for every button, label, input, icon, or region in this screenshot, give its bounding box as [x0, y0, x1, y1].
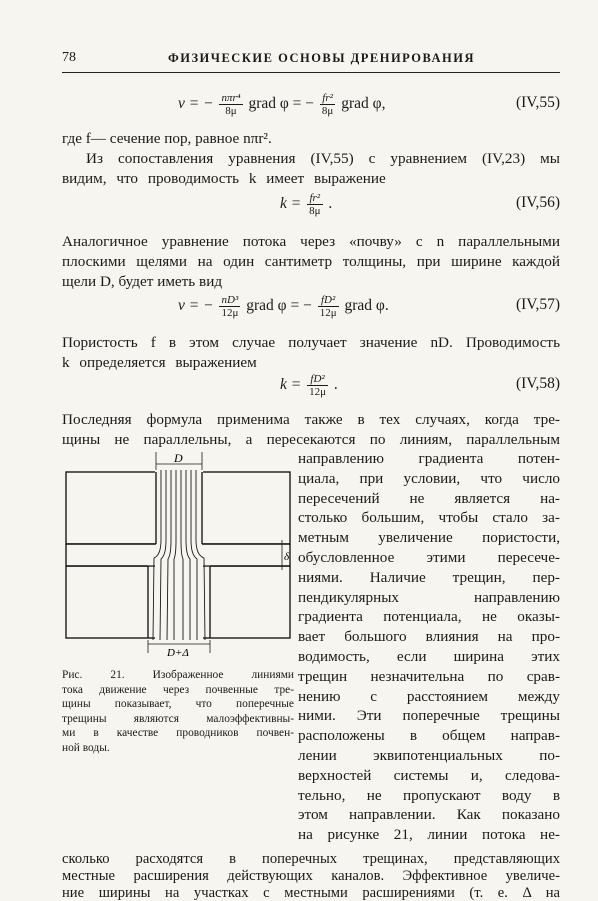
- equation-iv-56: [280, 192, 332, 217]
- caption-line-3: щины показывает, что поперечные: [62, 698, 294, 710]
- para2-line-1: Аналогичное уравнение потока через «почву» с n параллельными: [62, 233, 560, 250]
- label-delta-small: δ: [284, 551, 290, 563]
- label-d: D: [174, 451, 183, 465]
- equation-iv-58: [280, 373, 338, 398]
- eq58-lhs: k =: [280, 376, 302, 394]
- column-line: лении эквипотенциальных по-: [298, 746, 560, 764]
- para1-line-2: Из сопоставления уравнения (IV,55) с уравнением (IV,23) мы: [86, 150, 560, 167]
- para4-line-1: Последняя формула применима также в тех случаях, когда тре-: [62, 411, 560, 428]
- eq57-lhs: v = −: [178, 297, 214, 315]
- label-d-plus-delta: D+Δ: [167, 647, 189, 658]
- equation-iv-57: [178, 294, 389, 319]
- column-line: этом направлении. Как показано: [298, 806, 560, 824]
- eq55-lhs: v = −: [178, 95, 214, 113]
- caption-line-6: ной воды.: [62, 741, 110, 754]
- column-line: обусловленное этими пересече-: [298, 548, 560, 566]
- eq57-fraction-1: [219, 294, 240, 319]
- figure-caption: [62, 668, 294, 755]
- page-number: 78: [62, 50, 76, 65]
- column-line: градиента потенциала, не оказы-: [298, 608, 560, 626]
- eq56-fraction: [307, 192, 322, 217]
- para1-line-3: видим, что проводимость k имеет выражение: [62, 170, 386, 187]
- para5-line-1: сколько расходятся в поперечных трещинах, представляющих: [62, 851, 560, 867]
- eq55-num1: nπr⁴: [221, 92, 241, 104]
- para3-line-1: Пористость f в этом случае получает значение nD. Проводимость: [62, 334, 560, 351]
- eq55-num2: fr²: [320, 92, 335, 105]
- column-line: пендикулярных направлению: [298, 588, 560, 606]
- column-line: ниями. Наличие трещин, пер-: [298, 568, 560, 586]
- column-line: метным увеличение пористости,: [298, 529, 560, 547]
- eq55-den1: 8μ: [225, 105, 237, 117]
- transverse-crack-gap: [66, 545, 290, 566]
- column-line: циала, при условии, что число: [298, 469, 560, 487]
- eq55-fraction-1: [219, 92, 242, 117]
- para1-line-1: где f— сечение пор, равное nπr².: [62, 130, 272, 147]
- caption-line-4: трещины являются малоэффективны-: [62, 712, 294, 725]
- column-line: нению с расстоянием между: [298, 687, 560, 705]
- eq58-num: fD²: [307, 373, 328, 386]
- column-line: вает большого влияния на про-: [298, 628, 560, 646]
- para4-line-2: щины не параллельны, а пересекаются по линиям, параллельным: [62, 431, 560, 448]
- figure-21-diagram: [62, 448, 294, 658]
- eq57-den1: 12μ: [221, 307, 239, 319]
- column-line: водимость, если ширина этих: [298, 647, 560, 665]
- eq58-den: 12μ: [309, 386, 326, 398]
- para5-line-2: местные расширения действующих каналов. Эффективное увеличе-: [62, 868, 560, 884]
- eq57-mid: grad φ = −: [246, 297, 312, 315]
- eq55-rhs: grad φ,: [341, 95, 386, 113]
- column-line: направлению градиента потен-: [298, 450, 560, 467]
- equation-number-55: (IV,55): [515, 94, 560, 111]
- column-line: тельно, не пропускают воду в: [298, 786, 560, 804]
- para5-line-3: ние ширины на участках с местными расширениями (т. е. Δ на: [62, 885, 560, 901]
- para3-line-2: k определяется выражением: [62, 354, 257, 371]
- column-text: [298, 449, 560, 845]
- eq57-fraction-2: [318, 294, 339, 319]
- caption-line-5: ми в качестве проводников почвен-: [62, 727, 294, 739]
- eq55-mid: grad φ = −: [248, 95, 315, 113]
- eq56-num: fr²: [307, 192, 322, 205]
- eq56-den: 8μ: [309, 205, 321, 217]
- column-line: на рисунке 21, линии потока не-: [298, 826, 560, 844]
- column-line: трещин незначительна по срав-: [298, 667, 560, 685]
- eq57-num2: fD²: [318, 294, 339, 307]
- eq55-fraction-2: [320, 92, 335, 117]
- eq57-den2: 12μ: [319, 307, 337, 319]
- eq57-num1: nD³: [219, 294, 240, 307]
- eq57-rhs: grad φ.: [344, 297, 389, 315]
- eq58-rhs: .: [333, 376, 338, 394]
- column-line: верхностей системы и, следова-: [298, 766, 560, 784]
- equation-iv-55: [178, 92, 385, 117]
- running-title: ФИЗИЧЕСКИЕ ОСНОВЫ ДРЕНИРОВАНИЯ: [168, 51, 476, 65]
- column-line: пересечений не является на-: [298, 489, 560, 507]
- equation-number-57: (IV,57): [515, 296, 560, 313]
- caption-line-2: тока движение через почвенные тре-: [62, 683, 294, 696]
- eq55-den2: 8μ: [321, 105, 334, 117]
- eq56-lhs: k =: [280, 195, 302, 213]
- caption-line-1: Рис. 21. Изображенное линиями: [62, 669, 294, 681]
- header-rule: [62, 72, 560, 73]
- para2-line-2: плоскими щелями на один сантиметр толщины, при ширине каждой: [62, 253, 560, 270]
- column-line: столько большим, чтобы стало за-: [298, 509, 560, 527]
- equation-number-58: (IV,58): [515, 375, 560, 392]
- column-line: расположены в общем направ-: [298, 727, 560, 745]
- column-line: ними. Эти поперечные трещины: [298, 707, 560, 725]
- eq56-rhs: .: [328, 195, 333, 213]
- eq58-fraction: [307, 373, 328, 398]
- para2-line-3: щели D, будет иметь вид: [62, 273, 223, 290]
- equation-number-56: (IV,56): [515, 194, 560, 211]
